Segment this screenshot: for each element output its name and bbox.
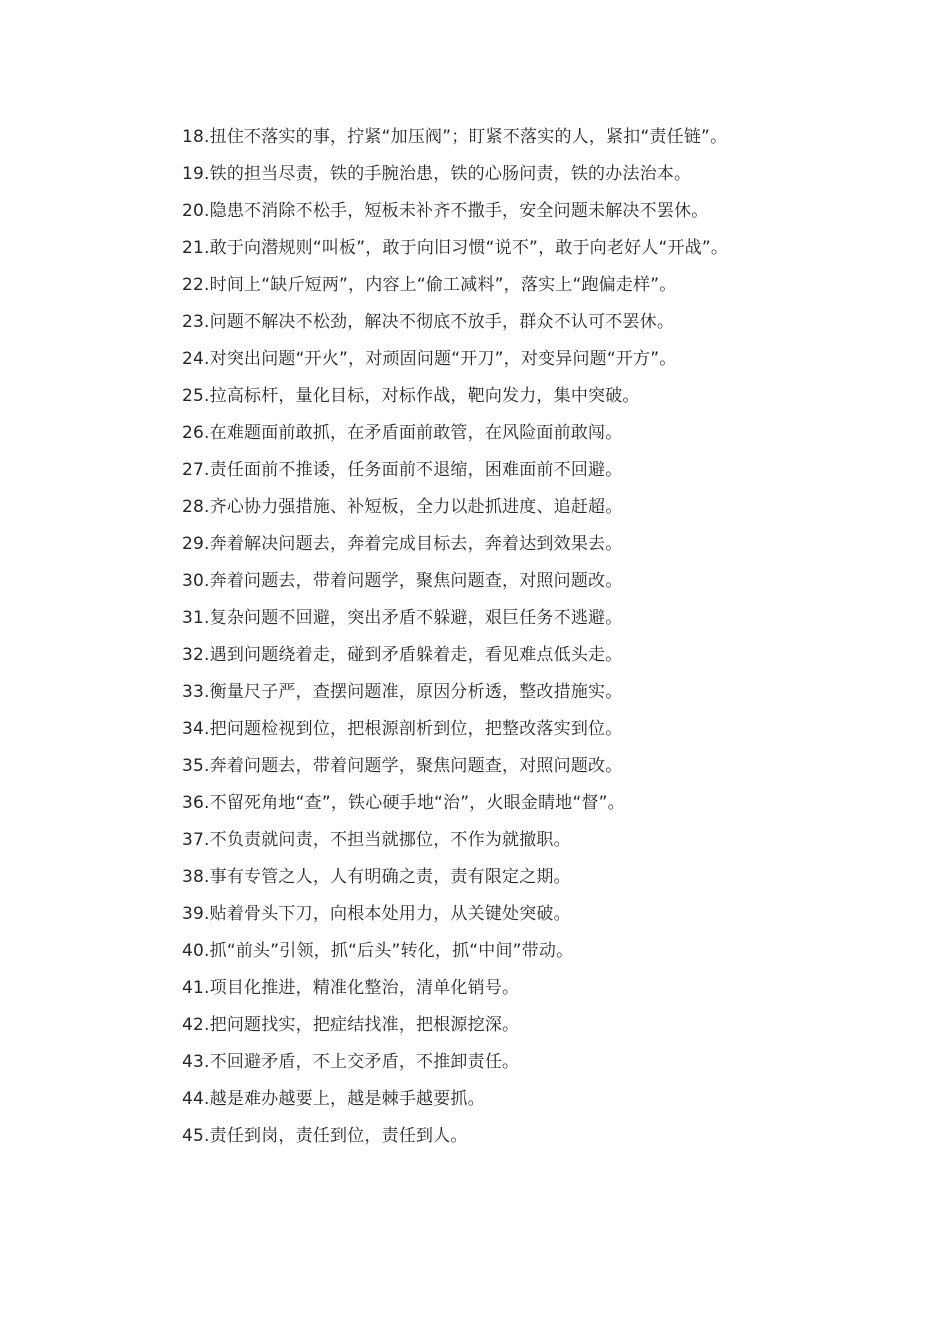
list-item: 21.敢于向潜规则“叫板”，敢于向旧习惯“说不”，敢于向老好人“开战”。 (182, 238, 729, 258)
list-item: 35.奔着问题去，带着问题学，聚焦问题查，对照问题改。 (182, 756, 623, 776)
list-item: 18.扭住不落实的事，拧紧“加压阀”；盯紧不落实的人，紧扣“责任链”。 (182, 127, 728, 147)
list-item: 26.在难题面前敢抓，在矛盾面前敢管，在风险面前敢闯。 (182, 423, 623, 443)
list-item: 45.责任到岗，责任到位，责任到人。 (182, 1126, 468, 1146)
list-item: 23.问题不解决不松劲，解决不彻底不放手，群众不认可不罢休。 (182, 312, 675, 332)
phrase-list (182, 124, 922, 1160)
list-item: 19.铁的担当尽责，铁的手腕治患，铁的心肠问责，铁的办法治本。 (182, 164, 692, 184)
list-item: 20.隐患不消除不松手，短板未补齐不撒手，安全问题未解决不罢休。 (182, 201, 709, 221)
list-item: 27.责任面前不推诿，任务面前不退缩，困难面前不回避。 (182, 460, 623, 480)
list-item: 40.抓“前头”引领，抓“后头”转化，抓“中间”带动。 (182, 941, 574, 961)
list-item: 36.不留死角地“查”，铁心硬手地“治”，火眼金睛地“督”。 (182, 793, 625, 813)
list-item: 39.贴着骨头下刀，向根本处用力，从关键处突破。 (182, 904, 571, 924)
list-item: 43.不回避矛盾，不上交矛盾，不推卸责任。 (182, 1052, 520, 1072)
list-item: 32.遇到问题绕着走，碰到矛盾躲着走，看见难点低头走。 (182, 645, 623, 665)
list-item: 41.项目化推进，精准化整治，清单化销号。 (182, 978, 520, 998)
list-item: 31.复杂问题不回避，突出矛盾不躲避，艰巨任务不逃避。 (182, 608, 623, 628)
list-item: 44.越是难办越要上，越是棘手越要抓。 (182, 1089, 485, 1109)
list-item: 42.把问题找实，把症结找准，把根源挖深。 (182, 1015, 520, 1035)
list-item: 38.事有专管之人，人有明确之责，责有限定之期。 (182, 867, 571, 887)
list-item: 37.不负责就问责，不担当就挪位，不作为就撤职。 (182, 830, 571, 850)
list-item: 24.对突出问题“开火”，对顽固问题“开刀”，对变异问题“开方”。 (182, 349, 677, 369)
list-item: 33.衡量尺子严，查摆问题准，原因分析透，整改措施实。 (182, 682, 623, 702)
list-item: 28.齐心协力强措施、补短板，全力以赴抓进度、追赶超。 (182, 497, 623, 517)
list-item: 30.奔着问题去，带着问题学，聚焦问题查，对照问题改。 (182, 571, 623, 591)
list-item: 29.奔着解决问题去，奔着完成目标去，奔着达到效果去。 (182, 534, 623, 554)
list-item: 22.时间上“缺斤短两”，内容上“偷工减料”，落实上“跑偏走样”。 (182, 275, 677, 295)
list-item: 25.拉高标杆，量化目标，对标作战，靶向发力，集中突破。 (182, 386, 640, 406)
list-item: 34.把问题检视到位，把根源剖析到位，把整改落实到位。 (182, 719, 623, 739)
